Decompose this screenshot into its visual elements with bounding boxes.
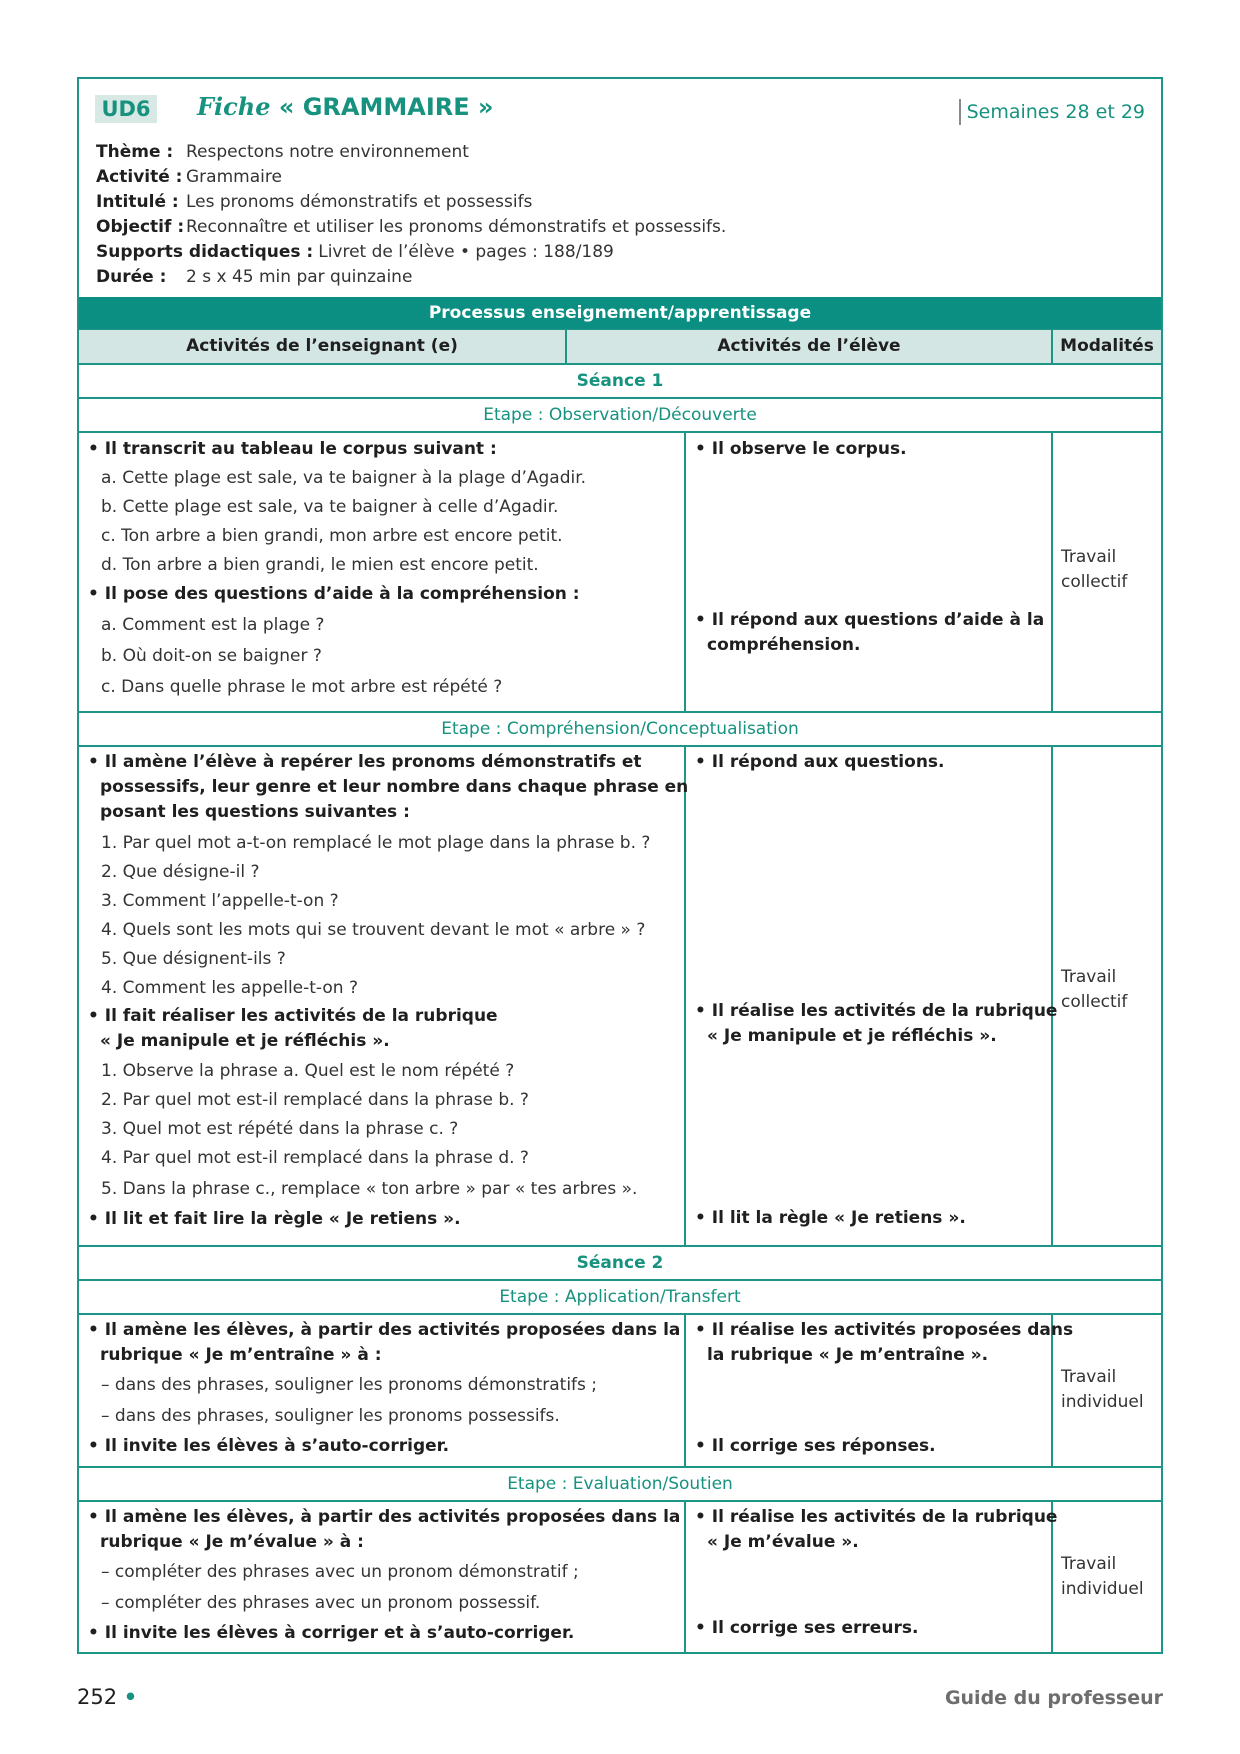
teacher-line: • Il amène les élèves, à partir des activités proposées dans la xyxy=(88,1507,681,1527)
teacher-line: rubrique « Je m’entraîne » à : xyxy=(100,1345,382,1365)
student-line: • Il répond aux questions d’aide à la xyxy=(695,610,1045,630)
teacher-activities xyxy=(79,747,689,1245)
teacher-line: 2. Par quel mot est-il remplacé dans la phrase b. ? xyxy=(101,1090,529,1110)
teacher-line: 3. Comment l’appelle-t-on ? xyxy=(101,891,339,911)
lesson-sheet xyxy=(77,77,1163,1654)
teacher-line: • Il transcrit au tableau le corpus suivant : xyxy=(88,439,497,459)
modalities xyxy=(1053,1502,1161,1652)
modality-line: collectif xyxy=(1061,992,1128,1012)
meta-objectif: Objectif : Reconnaître et utiliser les pronoms démonstratifs et possessifs. xyxy=(96,217,727,237)
teacher-line: – compléter des phrases avec un pronom démonstratif ; xyxy=(101,1562,579,1582)
teacher-line: 4. Quels sont les mots qui se trouvent devant le mot « arbre » ? xyxy=(101,920,646,940)
student-activities xyxy=(686,1315,1074,1466)
meta-duree: Durée : 2 s x 45 min par quinzaine xyxy=(96,267,413,287)
teacher-activities xyxy=(79,433,686,711)
teacher-line: • Il pose des questions d’aide à la compréhension : xyxy=(88,584,580,604)
meta-supports: Supports didactiques : Livret de l’élève • pages : 188/189 xyxy=(96,242,614,262)
teacher-line: 1. Observe la phrase a. Quel est le nom répété ? xyxy=(101,1061,515,1081)
teacher-line: b. Cette plage est sale, va te baigner à celle d’Agadir. xyxy=(101,497,559,517)
step-application-title: Etape : Application/Transfert xyxy=(79,1279,1161,1313)
modality-line: Travail xyxy=(1061,1554,1117,1574)
fiche-title: « GRAMMAIRE » xyxy=(278,93,494,121)
modality-line: Travail xyxy=(1061,1367,1117,1387)
process-title: Processus enseignement/apprentissage xyxy=(79,297,1161,329)
step-application xyxy=(79,1313,1161,1466)
col-modalities: Modalités xyxy=(1060,336,1154,356)
student-line: • Il corrige ses erreurs. xyxy=(695,1618,919,1638)
step-comprehension xyxy=(79,745,1161,1245)
modality-line: individuel xyxy=(1061,1392,1144,1412)
teacher-line: c. Dans quelle phrase le mot arbre est répété ? xyxy=(101,677,503,697)
teacher-line: • Il invite les élèves à corriger et à s’auto-corriger. xyxy=(88,1623,575,1643)
step-observation xyxy=(79,431,1161,711)
teacher-line: • Il amène les élèves, à partir des activités proposées dans la xyxy=(88,1320,681,1340)
teacher-line: rubrique « Je m’évalue » à : xyxy=(100,1532,364,1552)
teacher-activities xyxy=(79,1502,686,1652)
student-line: la rubrique « Je m’entraîne ». xyxy=(707,1345,989,1365)
student-line: • Il corrige ses réponses. xyxy=(695,1436,936,1456)
modalities xyxy=(1053,747,1161,1245)
lesson-meta xyxy=(96,140,726,290)
teacher-line: 5. Dans la phrase c., remplace « ton arbre » par « tes arbres ». xyxy=(101,1179,638,1199)
teacher-activities xyxy=(79,1315,686,1466)
teacher-line: • Il amène l’élève à repérer les pronoms démonstratifs et xyxy=(88,752,642,772)
teacher-line: 4. Par quel mot est-il remplacé dans la phrase d. ? xyxy=(101,1148,529,1168)
teacher-line: 5. Que désignent-ils ? xyxy=(101,949,286,969)
teacher-line: • Il lit et fait lire la règle « Je retiens ». xyxy=(88,1209,461,1229)
teacher-line: 1. Par quel mot a-t-on remplacé le mot plage dans la phrase b. ? xyxy=(101,833,651,853)
teacher-line: • Il invite les élèves à s’auto-corriger. xyxy=(88,1436,450,1456)
student-line: « Je manipule et je réfléchis ». xyxy=(707,1026,997,1046)
seance-2-title: Séance 2 xyxy=(79,1245,1161,1279)
teacher-line: a. Comment est la plage ? xyxy=(101,615,325,635)
teacher-line: d. Ton arbre a bien grandi, le mien est encore petit. xyxy=(101,555,539,575)
student-activities xyxy=(686,747,1058,1245)
meta-intitule: Intitulé : Les pronoms démonstratifs et possessifs xyxy=(96,192,533,212)
student-line: • Il répond aux questions. xyxy=(695,752,945,772)
step-evaluation xyxy=(79,1500,1161,1652)
student-line: • Il réalise les activités proposées dans xyxy=(695,1320,1074,1340)
page-number-value: 252 xyxy=(77,1685,118,1709)
student-activities xyxy=(686,1502,1058,1652)
student-line: • Il lit la règle « Je retiens ». xyxy=(695,1208,966,1228)
teacher-line: • Il fait réaliser les activités de la rubrique xyxy=(88,1006,498,1026)
fiche-word: Fiche xyxy=(197,92,271,121)
teacher-line: c. Ton arbre a bien grandi, mon arbre est encore petit. xyxy=(101,526,563,546)
modality-line: Travail xyxy=(1061,547,1117,567)
sheet-header xyxy=(79,79,1161,297)
column-headers xyxy=(79,329,1161,363)
student-line: • Il réalise les activités de la rubrique xyxy=(695,1507,1058,1527)
modality-line: individuel xyxy=(1061,1579,1144,1599)
teacher-line: – dans des phrases, souligner les pronoms démonstratifs ; xyxy=(101,1375,598,1395)
col-teacher: Activités de l’enseignant (e) xyxy=(79,330,567,363)
teacher-line: possessifs, leur genre et leur nombre dans chaque phrase en xyxy=(100,777,689,797)
page-number xyxy=(77,1682,137,1712)
meta-activite: Activité : Grammaire xyxy=(96,167,282,187)
modalities xyxy=(1053,433,1161,711)
seance-1-title: Séance 1 xyxy=(79,363,1161,397)
teacher-line: a. Cette plage est sale, va te baigner à la plage d’Agadir. xyxy=(101,468,587,488)
student-line: • Il observe le corpus. xyxy=(695,439,907,459)
student-activities xyxy=(686,433,1053,711)
sheet-title xyxy=(197,91,493,123)
step-comprehension-title: Etape : Compréhension/Conceptualisation xyxy=(79,711,1161,745)
unit-badge: UD6 xyxy=(95,95,157,123)
student-line: • Il réalise les activités de la rubrique xyxy=(695,1001,1058,1021)
teacher-line: – dans des phrases, souligner les pronoms possessifs. xyxy=(101,1406,560,1426)
step-evaluation-title: Etape : Evaluation/Soutien xyxy=(79,1466,1161,1500)
meta-theme: Thème : Respectons notre environnement xyxy=(96,142,469,162)
col-student: Activités de l’élève xyxy=(567,330,1053,363)
step-observation-title: Etape : Observation/Découverte xyxy=(79,397,1161,431)
modalities xyxy=(1053,1315,1161,1466)
page-dot: • xyxy=(123,1685,138,1709)
teacher-line: « Je manipule et je réfléchis ». xyxy=(100,1031,390,1051)
modality-line: Travail xyxy=(1061,967,1117,987)
teacher-line: b. Où doit-on se baigner ? xyxy=(101,646,322,666)
teacher-line: – compléter des phrases avec un pronom possessif. xyxy=(101,1593,541,1613)
teacher-line: posant les questions suivantes : xyxy=(100,802,410,822)
teacher-line: 4. Comment les appelle-t-on ? xyxy=(101,978,358,998)
student-line: compréhension. xyxy=(707,635,861,655)
teacher-line: 2. Que désigne-il ? xyxy=(101,862,260,882)
student-line: « Je m’évalue ». xyxy=(707,1532,859,1552)
modality-line: collectif xyxy=(1061,572,1128,592)
footer-guide-label: Guide du professeur xyxy=(944,1687,1163,1709)
weeks-label: Semaines 28 et 29 xyxy=(959,99,1145,125)
teacher-line: 3. Quel mot est répété dans la phrase c. ? xyxy=(101,1119,459,1139)
